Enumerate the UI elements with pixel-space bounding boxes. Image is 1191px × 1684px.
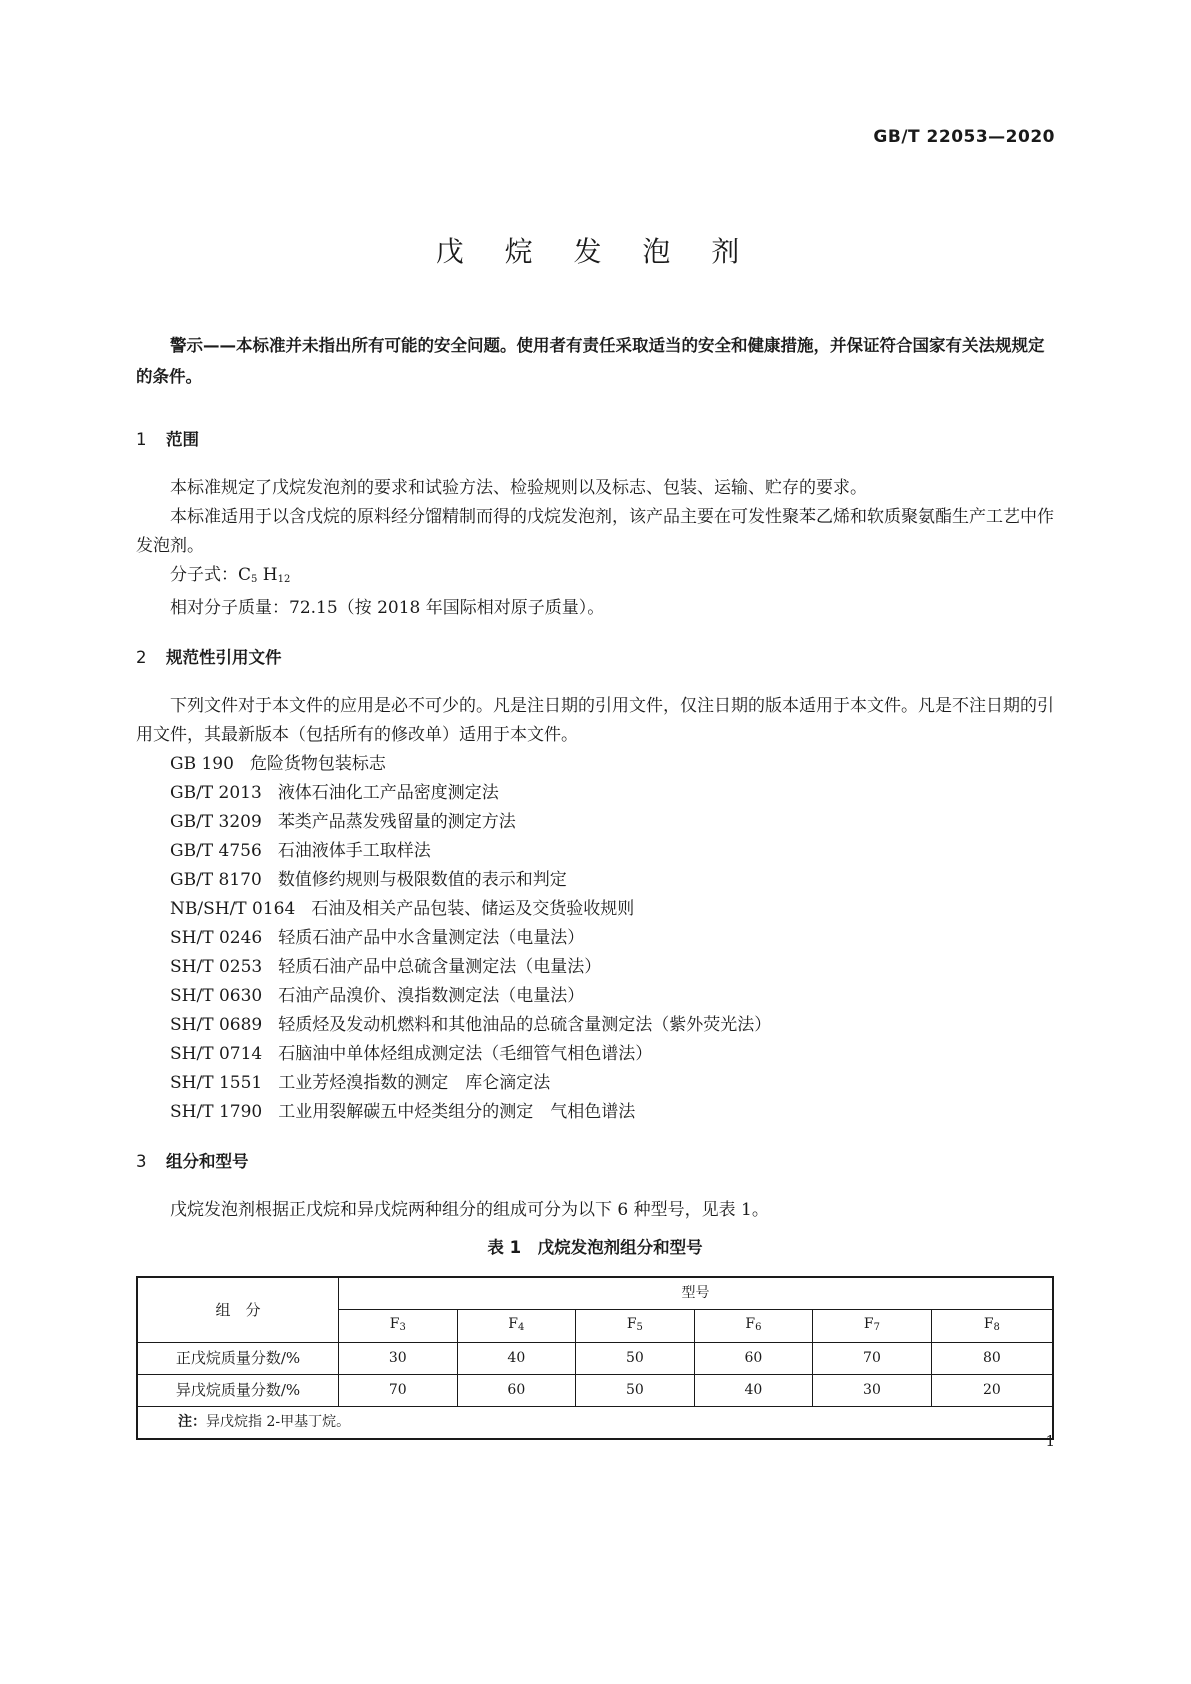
reference-item <box>136 924 1054 953</box>
table-note-row <box>137 1407 1053 1440</box>
section-3-intro: 戊烷发泡剂根据正戊烷和异戊烷两种组分的组成可分为以下 6 种型号，见表 1。 <box>170 1200 769 1220</box>
molecular-formula <box>136 561 1054 594</box>
page-number: 1 <box>1045 1432 1055 1450</box>
reference-title: 石油液体手工取样法 <box>277 841 431 861</box>
section-1-number: 1 <box>136 430 147 449</box>
note-label: 注： <box>178 1414 206 1430</box>
reference-title: 轻质石油产品中总硫含量测定法（电量法） <box>278 957 602 977</box>
reference-code: NB/SH/T 0164 <box>170 899 296 919</box>
reference-code: SH/T 0253 <box>170 957 263 977</box>
reference-item <box>136 837 1054 866</box>
reference-item <box>136 1011 1054 1040</box>
note-text: 异戊烷指 2-甲基丁烷。 <box>206 1414 351 1430</box>
reference-title: 数值修约规则与极限数值的表示和判定 <box>277 870 567 890</box>
reference-code: SH/T 0246 <box>170 928 263 948</box>
model-cell: $F_4$ <box>457 1310 576 1343</box>
reference-item <box>136 1040 1054 1069</box>
reference-code: GB/T 4756 <box>170 841 262 861</box>
formula-c: C <box>238 565 252 585</box>
table-cell: 60 <box>457 1375 576 1407</box>
formula-label: 分子式： <box>170 565 238 585</box>
document-title: 戊 烷 发 泡 剂 <box>435 235 756 268</box>
reference-code: SH/T 1790 <box>170 1102 263 1122</box>
table-note <box>137 1407 1053 1440</box>
section-2-intro: 下列文件对于本文件的应用是必不可少的。凡是注日期的引用文件，仅注日期的版本适用于本文件。凡是不注日期的引用文件，其最新版本（包括所有的修改单）适用于本文件。 <box>136 696 1054 745</box>
table-column-label: 组 分 <box>137 1277 339 1343</box>
molecular-mass: 相对分子质量：72.15（按 2018 年国际相对原子质量）。 <box>170 598 605 618</box>
section-2-title: 规范性引用文件 <box>166 648 282 667</box>
reference-item <box>136 750 1054 779</box>
reference-title: 轻质石油产品中水含量测定法（电量法） <box>278 928 585 948</box>
reference-item <box>136 1098 1054 1127</box>
reference-code: SH/T 1551 <box>170 1073 263 1093</box>
reference-title: 工业芳烃溴指数的测定 库仑滴定法 <box>278 1073 551 1093</box>
reference-title: 石油产品溴价、溴指数测定法（电量法） <box>278 986 585 1006</box>
table-cell: 80 <box>931 1343 1053 1375</box>
reference-list <box>136 750 1054 1127</box>
table-cell: 60 <box>694 1343 813 1375</box>
reference-code: GB/T 2013 <box>170 783 262 803</box>
reference-title: 危险货物包装标志 <box>249 754 386 774</box>
reference-code: GB 190 <box>170 754 234 774</box>
section-1-paragraph-1: 本标准规定了戊烷发泡剂的要求和试验方法、检验规则以及标志、包装、运输、贮存的要求。 <box>170 478 867 498</box>
table-cell: 40 <box>694 1375 813 1407</box>
document-body <box>136 330 1054 1440</box>
formula-h-subscript: 12 <box>277 574 291 585</box>
table-cell: 70 <box>339 1375 458 1407</box>
reference-title: 石脑油中单体烃组成测定法（毛细管气相色谱法） <box>278 1044 653 1064</box>
row-label: 正戊烷质量分数/% <box>137 1343 339 1375</box>
reference-code: GB/T 8170 <box>170 870 262 890</box>
model-table <box>136 1276 1054 1440</box>
section-1-heading <box>136 425 1054 454</box>
section-3-title: 组分和型号 <box>166 1152 249 1171</box>
reference-title: 石油及相关产品包装、储运及交货验收规则 <box>311 899 635 919</box>
reference-item <box>136 895 1054 924</box>
table-row <box>137 1375 1053 1407</box>
model-cell: $F_7$ <box>813 1310 932 1343</box>
reference-title: 工业用裂解碳五中烃类组分的测定 气相色谱法 <box>278 1102 636 1122</box>
table-group-header: 型号 <box>339 1277 1054 1310</box>
table-cell: 50 <box>576 1375 695 1407</box>
table-header-row <box>137 1277 1053 1310</box>
table-cell: 70 <box>813 1343 932 1375</box>
reference-item <box>136 1069 1054 1098</box>
reference-code: SH/T 0630 <box>170 986 263 1006</box>
reference-title: 轻质烃及发动机燃料和其他油品的总硫含量测定法（紫外荧光法） <box>278 1015 772 1035</box>
table-cell: 40 <box>457 1343 576 1375</box>
formula-h: H <box>262 565 278 585</box>
section-3-heading <box>136 1147 1054 1176</box>
reference-item <box>136 808 1054 837</box>
section-1-title: 范围 <box>166 430 199 449</box>
section-3-number: 3 <box>136 1152 147 1171</box>
table-cell: 50 <box>576 1343 695 1375</box>
row-label: 异戊烷质量分数/% <box>137 1375 339 1407</box>
formula-c-subscript: 5 <box>251 574 258 585</box>
standard-code: GB/T 22053—2020 <box>873 127 1055 147</box>
reference-code: SH/T 0714 <box>170 1044 263 1064</box>
reference-code: SH/T 0689 <box>170 1015 263 1035</box>
warning-paragraph: 警示——本标准并未指出所有可能的安全问题。使用者有责任采取适当的安全和健康措施，并保证符合国家有关法规规定的条件。 <box>136 336 1045 386</box>
model-cell: $F_6$ <box>694 1310 813 1343</box>
table-cell: 30 <box>339 1343 458 1375</box>
section-2-number: 2 <box>136 648 147 667</box>
table-row <box>137 1343 1053 1375</box>
table-cell: 30 <box>813 1375 932 1407</box>
reference-item <box>136 982 1054 1011</box>
section-2-heading <box>136 643 1054 672</box>
reference-title: 液体石油化工产品密度测定法 <box>277 783 499 803</box>
section-1-paragraph-2: 本标准适用于以含戊烷的原料经分馏精制而得的戊烷发泡剂，该产品主要在可发性聚苯乙烯和软质聚氨酯生产工艺中作发泡剂。 <box>136 507 1054 556</box>
model-cell: $F_3$ <box>339 1310 458 1343</box>
reference-item <box>136 953 1054 982</box>
model-cell: $F_5$ <box>576 1310 695 1343</box>
reference-item <box>136 866 1054 895</box>
reference-code: GB/T 3209 <box>170 812 262 832</box>
model-cell: $F_8$ <box>931 1310 1053 1343</box>
table-cell: 20 <box>931 1375 1053 1407</box>
reference-item <box>136 779 1054 808</box>
table-title: 表 1 戊烷发泡剂组分和型号 <box>487 1238 703 1257</box>
reference-title: 苯类产品蒸发残留量的测定方法 <box>277 812 516 832</box>
